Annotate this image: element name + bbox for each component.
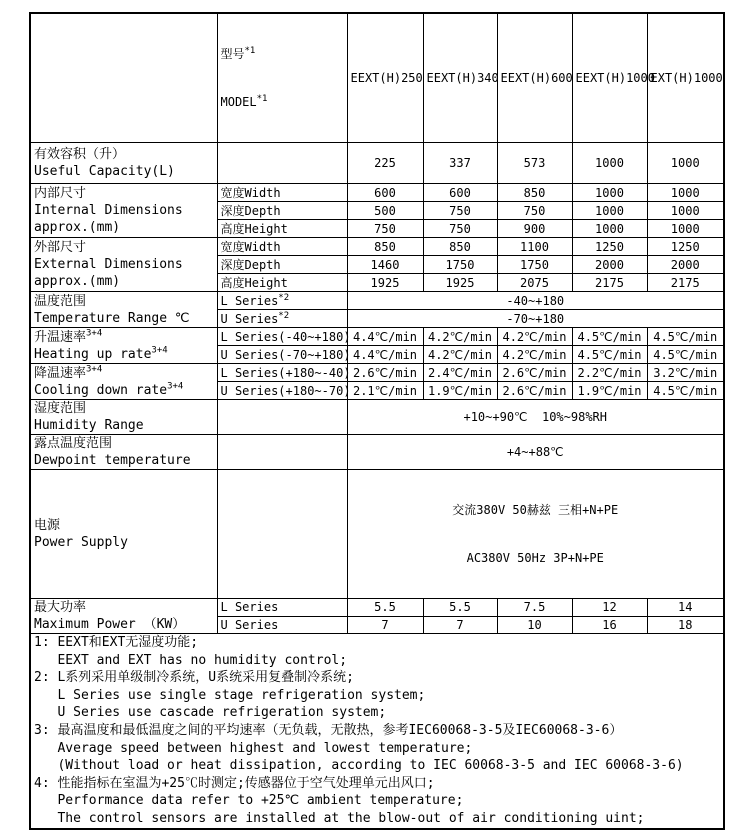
external-dims-label-cell: [30, 238, 217, 292]
capacity-label-cell: [30, 143, 217, 184]
internal-label-en: Internal Dimensions: [34, 203, 183, 218]
rate-value-cell: 4.5℃/min: [647, 328, 724, 346]
dewpoint-row: [30, 435, 724, 470]
footnote-line: EEXT and EXT has no humidity control;: [34, 652, 348, 668]
power-label-cell: [30, 470, 217, 599]
dim-value-cell: 600: [347, 184, 423, 202]
rate-value-cell: 1.9℃/min: [423, 382, 497, 400]
dim-sub-label-cell: 宽度Width: [217, 184, 347, 202]
series-sub-label-cell: L Series(+180~-40): [217, 364, 347, 382]
corner-cell: [30, 13, 217, 143]
cooling-footnote-ref: 3+4: [167, 381, 184, 392]
dim-value-cell: 1250: [647, 238, 724, 256]
footnote-line: 4: 性能指标在室温为+25℃时测定;传感器位于空气处理单元出风口;: [34, 775, 435, 791]
model-name-cell: EEXT(H)600: [497, 13, 572, 143]
rate-value-cell: 2.6℃/min: [347, 364, 423, 382]
power-value-cell: [347, 470, 724, 599]
max-power-value-cell: 16: [572, 616, 647, 634]
dim-value-cell: 850: [423, 238, 497, 256]
max-power-value-cell: 7: [347, 616, 423, 634]
rate-value-cell: 1.9℃/min: [572, 382, 647, 400]
heating-label-en: Heating up rate$^{3+4}$: [34, 345, 168, 362]
footnote-line: Average speed between highest and lowest temperature;: [34, 740, 473, 756]
max-power-value-cell: 5.5: [423, 599, 497, 617]
dim-value-cell: 500: [347, 202, 423, 220]
capacity-value-cell: 573: [497, 143, 572, 184]
power-row: [30, 470, 724, 599]
rate-value-cell: 4.2℃/min: [423, 346, 497, 364]
model-name-cell: EEXT(H)1000: [572, 13, 647, 143]
max-power-value-cell: 5.5: [347, 599, 423, 617]
external-label-en2: approx.(mm): [34, 274, 121, 289]
rate-value-cell: 2.6℃/min: [497, 382, 572, 400]
series-sub-label-cell: U Series(+180~-70): [217, 382, 347, 400]
dim-sub-label-cell: 深度Depth: [217, 256, 347, 274]
humidity-label-cn: 湿度范围: [34, 401, 87, 416]
internal-dims-label-cell: [30, 184, 217, 238]
max-power-value-cell: 7.5: [497, 599, 572, 617]
power-label-cn: 电源: [34, 518, 61, 533]
rate-value-cell: 4.4℃/min: [347, 346, 423, 364]
humidity-value-cell: +10~+90℃ 10%~98%RH: [347, 400, 724, 435]
dim-value-cell: 750: [423, 220, 497, 238]
dim-value-cell: 2175: [647, 274, 724, 292]
capacity-row: [30, 143, 724, 184]
internal-width-row: [30, 184, 724, 202]
dim-value-cell: 1000: [572, 202, 647, 220]
series-sub-label-cell: U Series$^{*2}$: [217, 310, 347, 328]
external-width-row: [30, 238, 724, 256]
dim-value-cell: 1750: [423, 256, 497, 274]
heating-footnote-ref: 3+4: [151, 345, 168, 356]
dim-value-cell: 2000: [647, 256, 724, 274]
rate-value-cell: 4.4℃/min: [347, 328, 423, 346]
heating-footnote-ref: 3+4: [86, 328, 103, 339]
series-sub-label-cell: L Series$^{*2}$: [217, 292, 347, 310]
model-label-cn: 型号$^{*1}$: [220, 46, 256, 61]
max-power-value-cell: 18: [647, 616, 724, 634]
footnote-line: The control sensors are installed at the blow-out of air conditioning uint;: [34, 810, 645, 826]
external-label-en: External Dimensions: [34, 257, 183, 272]
dewpoint-label-en: Dewpoint temperature: [34, 453, 191, 468]
temp-range-label-en: Temperature Range ℃: [34, 310, 190, 326]
power-value-cn: 交流380V 50赫兹 三相+N+PE: [452, 503, 619, 517]
capacity-value-cell: 1000: [572, 143, 647, 184]
cooling-label-en: Cooling down rate$^{3+4}$: [34, 381, 184, 398]
temp-range-l-row: [30, 292, 724, 310]
dim-value-cell: 900: [497, 220, 572, 238]
max-power-label-cell: [30, 599, 217, 634]
footnote-line: (Without load or heat dissipation, according to IEC 60068-3-5 and IEC 60068-3-6): [34, 758, 684, 774]
cooling-l-row: [30, 364, 724, 382]
cooling-footnote-ref: 3+4: [86, 364, 103, 375]
humidity-label-en: Humidity Range: [34, 418, 144, 433]
dim-value-cell: 1000: [647, 202, 724, 220]
power-value-en: AC380V 50Hz 3P+N+PE: [466, 551, 604, 565]
max-power-value-cell: 12: [572, 599, 647, 617]
max-power-value-cell: 10: [497, 616, 572, 634]
temp-range-value-cell: -70~+180: [347, 310, 724, 328]
series-footnote-ref: *2: [278, 310, 290, 321]
max-power-label-cn: 最大功率: [34, 600, 87, 615]
dim-sub-label-cell: 深度Depth: [217, 202, 347, 220]
empty-sub-cell: [217, 435, 347, 470]
empty-sub-cell: [217, 143, 347, 184]
rate-value-cell: 4.5℃/min: [572, 328, 647, 346]
dim-value-cell: 850: [347, 238, 423, 256]
footnote-line: U Series use cascade refrigeration system;: [34, 705, 387, 721]
dim-value-cell: 1460: [347, 256, 423, 274]
capacity-label-cn: 有效容积（升）: [34, 147, 126, 162]
model-header-cell: [217, 13, 347, 143]
empty-sub-cell: [217, 400, 347, 435]
empty-sub-cell: [217, 470, 347, 599]
rate-value-cell: 4.5℃/min: [647, 382, 724, 400]
series-sub-label-cell: L Series: [217, 599, 347, 617]
rate-value-cell: 4.5℃/min: [647, 346, 724, 364]
dim-sub-label-cell: 高度Height: [217, 220, 347, 238]
cooling-label-cell: [30, 364, 217, 400]
dim-sub-label-cell: 高度Height: [217, 274, 347, 292]
heating-l-row: [30, 328, 724, 346]
heating-label-cell: [30, 328, 217, 364]
footnote-line: Performance data refer to +25℃ ambient temperature;: [34, 793, 464, 809]
dim-value-cell: 750: [347, 220, 423, 238]
dim-value-cell: 1750: [497, 256, 572, 274]
dim-value-cell: 2075: [497, 274, 572, 292]
footnote-line: 3: 最高温度和最低温度之间的平均速率（无负载，无散热，参考IEC60068-3-5及IEC60068-3-6）: [34, 722, 623, 738]
rate-value-cell: 2.4℃/min: [423, 364, 497, 382]
model-name-cell: EEXT(H)250: [347, 13, 423, 143]
cooling-label-cn: 降温速率$^{3+4}$: [34, 364, 103, 381]
rate-value-cell: 2.6℃/min: [497, 364, 572, 382]
temp-range-label-cn: 温度范围: [34, 293, 87, 309]
dim-value-cell: 1000: [572, 220, 647, 238]
model-name-cell: EXT(H)1000: [647, 13, 724, 143]
spec-table: [29, 12, 725, 830]
dim-value-cell: 1925: [423, 274, 497, 292]
footnote-line: 2: L系列采用单级制冷系统，U系统采用复叠制冷系统;: [34, 670, 354, 686]
series-sub-label-cell: L Series(-40~+180): [217, 328, 347, 346]
footnotes-row: [30, 634, 724, 829]
dim-value-cell: 1100: [497, 238, 572, 256]
footnotes-cell: [30, 634, 724, 829]
dewpoint-label-cell: [30, 435, 217, 470]
capacity-value-cell: 1000: [647, 143, 724, 184]
rate-value-cell: 4.2℃/min: [497, 328, 572, 346]
dim-value-cell: 1925: [347, 274, 423, 292]
internal-label-en2: approx.(mm): [34, 220, 121, 235]
humidity-row: [30, 400, 724, 435]
heating-label-cn: 升温速率$^{3+4}$: [34, 328, 103, 345]
model-label-en: MODEL$^{*1}$: [220, 94, 268, 109]
rate-value-cell: 4.2℃/min: [497, 346, 572, 364]
dim-value-cell: 2000: [572, 256, 647, 274]
max-power-value-cell: 14: [647, 599, 724, 617]
capacity-value-cell: 225: [347, 143, 423, 184]
model-footnote-ref: *1: [256, 94, 268, 104]
rate-value-cell: 2.1℃/min: [347, 382, 423, 400]
rate-value-cell: 4.2℃/min: [423, 328, 497, 346]
dewpoint-label-cn: 露点温度范围: [34, 436, 113, 451]
rate-value-cell: 3.2℃/min: [647, 364, 724, 382]
external-label-cn: 外部尺寸: [34, 240, 87, 255]
series-sub-label-cell: U Series(-70~+180): [217, 346, 347, 364]
dim-value-cell: 750: [423, 202, 497, 220]
temp-range-label-cell: [30, 292, 217, 328]
max-power-value-cell: 7: [423, 616, 497, 634]
rate-value-cell: 4.5℃/min: [572, 346, 647, 364]
header-row: [30, 13, 724, 143]
dim-value-cell: 600: [423, 184, 497, 202]
dim-sub-label-cell: 宽度Width: [217, 238, 347, 256]
dim-value-cell: 2175: [572, 274, 647, 292]
model-footnote-ref: *1: [244, 46, 256, 56]
dim-value-cell: 750: [497, 202, 572, 220]
humidity-label-cell: [30, 400, 217, 435]
dim-value-cell: 850: [497, 184, 572, 202]
max-power-l-row: [30, 599, 724, 617]
dim-value-cell: 1000: [572, 184, 647, 202]
footnote-line: L Series use single stage refrigeration system;: [34, 687, 426, 703]
power-label-en: Power Supply: [34, 535, 128, 550]
temp-range-value-cell: -40~+180: [347, 292, 724, 310]
rate-value-cell: 2.2℃/min: [572, 364, 647, 382]
model-name-cell: EEXT(H)340: [423, 13, 497, 143]
dim-value-cell: 1250: [572, 238, 647, 256]
max-power-label-en: Maximum Power （KW）: [34, 617, 186, 632]
internal-label-cn: 内部尺寸: [34, 186, 87, 201]
series-footnote-ref: *2: [278, 292, 290, 303]
footnote-line: 1: EEXT和EXT无湿度功能;: [34, 635, 199, 650]
capacity-label-en: Useful Capacity(L): [34, 164, 175, 179]
dim-value-cell: 1000: [647, 220, 724, 238]
dewpoint-value-cell: +4~+88℃: [347, 435, 724, 470]
dim-value-cell: 1000: [647, 184, 724, 202]
series-sub-label-cell: U Series: [217, 616, 347, 634]
capacity-value-cell: 337: [423, 143, 497, 184]
